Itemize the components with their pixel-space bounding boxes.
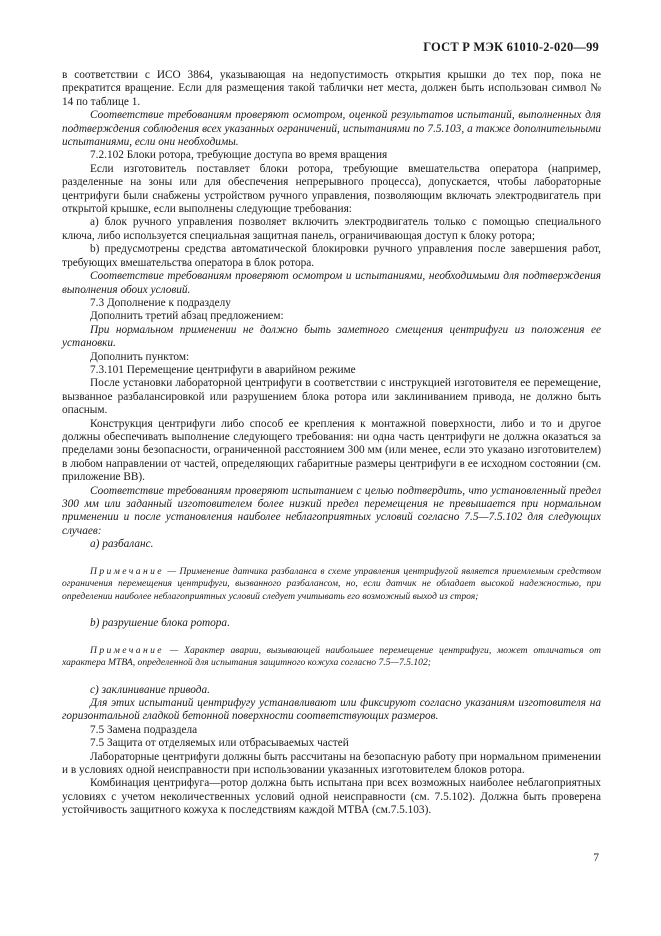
- list-item: а) разбаланс.: [90, 538, 154, 551]
- note-text: — Характер аварии, вызывающей наибольшее перемещение центрифуги, может отличаться от характера МТВА, определенной для испытания защитного кожуха согласно 7.5—7.5.102;: [62, 644, 601, 669]
- page-number: 7: [593, 852, 599, 864]
- compliance-paragraph: Соответствие требованиям проверяют осмотром и испытаниями, необходимыми для подтверждения выполнения обоих условий.: [62, 270, 601, 296]
- compliance-paragraph: Для этих испытаний центрифугу устанавливают или фиксируют согласно указаниям изготовителя на горизонтальной гладкой бетонной поверхности соответствующих размеров.: [62, 696, 601, 723]
- section-heading: 7.5 Замена подраздела: [90, 723, 198, 736]
- note-text: — Применение датчика разбаланса в схеме управления центрифугой является приемлемым средством ограничения перемещения центрифуги, вызванного разбалансом, но, если датчик не обладает высокой надежностью, при определении наиболее неблагоприятных условий следует учитывать его возможный выход из строя;: [62, 565, 601, 602]
- paragraph: Дополнить пунктом:: [90, 350, 190, 363]
- document-header: ГОСТ Р МЭК 61010-2-020—99: [423, 40, 599, 54]
- section-heading: 7.3.101 Перемещение центрифуги в аварийном режиме: [90, 363, 356, 376]
- section-heading: 7.5 Защита от отделяемых или отбрасываемых частей: [90, 737, 349, 750]
- paragraph: в соответствии с ИСО 3864, указывающая на недопустимость открытия крышки до тех пор, пока не прекратится вращение. Если для размещения такой таблички нет места, должен быть использован символ № 14 по таблице 1.: [62, 69, 601, 108]
- list-item: b) предусмотрены средства автоматической блокировки ручного управления после завершения работ, требующих вмешательства оператора в блок ротора.: [62, 243, 601, 269]
- note: [62, 566, 601, 604]
- paragraph: Дополнить третий абзац предложением:: [90, 310, 284, 323]
- note: [62, 645, 601, 670]
- paragraph: Комбинация центрифуга—ротор должна быть испытана при всех возможных наиболее неблагоприятных условиях с учетом неколичественных условий одной неисправности (см. 7.5.102). Должна быть проверена устойчивость защитного кожуха к последствиям каждой МТВА (см.7.5.103).: [62, 777, 601, 817]
- paragraph: Лабораторные центрифуги должны быть рассчитаны на безопасную работу при нормальном применении и в условиях одной неисправности при использовании указанных изготовителем блоков ротора.: [62, 750, 601, 776]
- list-item: а) блок ручного управления позволяет включить электродвигатель только с помощью специального ключа, либо используется специальная защитная панель, ограничивающая доступ к блоку ротора;: [62, 216, 601, 242]
- note-label: Примечание: [90, 644, 164, 656]
- paragraph: После установки лабораторной центрифуги в соответствии с инструкцией изготовителя ее перемещение, вызванное разбалансировкой или разрушением блока ротора или заклиниванием привода, не должно быть опасным.: [62, 377, 601, 417]
- compliance-paragraph: Соответствие требованиям проверяют осмотром, оценкой результатов испытаний, выполненных для подтверждения соблюдения всех указанных ограничений, испытаниями по 7.5.103, а также дополнительными испытаниями, если они необходимы.: [62, 109, 601, 149]
- list-item: b) разрушение блока ротора.: [90, 617, 230, 630]
- compliance-paragraph: Соответствие требованиям проверяют испытанием с целью подтвердить, что установленный предел 300 мм или заданный изготовителем более низкий предел перемещения не превышается при нормальном применении и после установления наиболее неблагоприятных условий согласно 7.5—7.5.102 для следующих случаев:: [62, 484, 601, 537]
- list-item: с) заклинивание привода.: [90, 683, 210, 696]
- section-heading: 7.3 Дополнение к подразделу: [90, 296, 231, 309]
- paragraph: Если изготовитель поставляет блоки ротора, требующие вмешательства оператора (например, разделенные на зоны или для обеспечения непрерывного процесса), допускается, чтобы лабораторные центрифуги были снабжены устройством ручного управления, позволяющим включать электродвигатель при открытой крышке, если выполнены следующие требования:: [62, 162, 601, 216]
- page-body: [62, 69, 601, 818]
- section-heading: 7.2.102 Блоки ротора, требующие доступа во время вращения: [90, 149, 388, 162]
- inserted-sentence: При нормальном применении не должно быть заметного смещения центрифуги из положения ее установки.: [62, 323, 601, 350]
- note-label: Примечание: [90, 565, 164, 577]
- paragraph: Конструкция центрифуги либо способ ее крепления к монтажной поверхности, либо и то и другое должны обеспечивать выполнение следующего требования: ни одна часть центрифуги не должна оказаться за пределами зоны безопасности, ограниченной расстоянием 300 мм (или менее, если это указано изготовителем) в любом направлении от частей, определяющих габаритные размеры центрифуги в ее исходном состоянии (см. приложение ВВ).: [62, 417, 601, 484]
